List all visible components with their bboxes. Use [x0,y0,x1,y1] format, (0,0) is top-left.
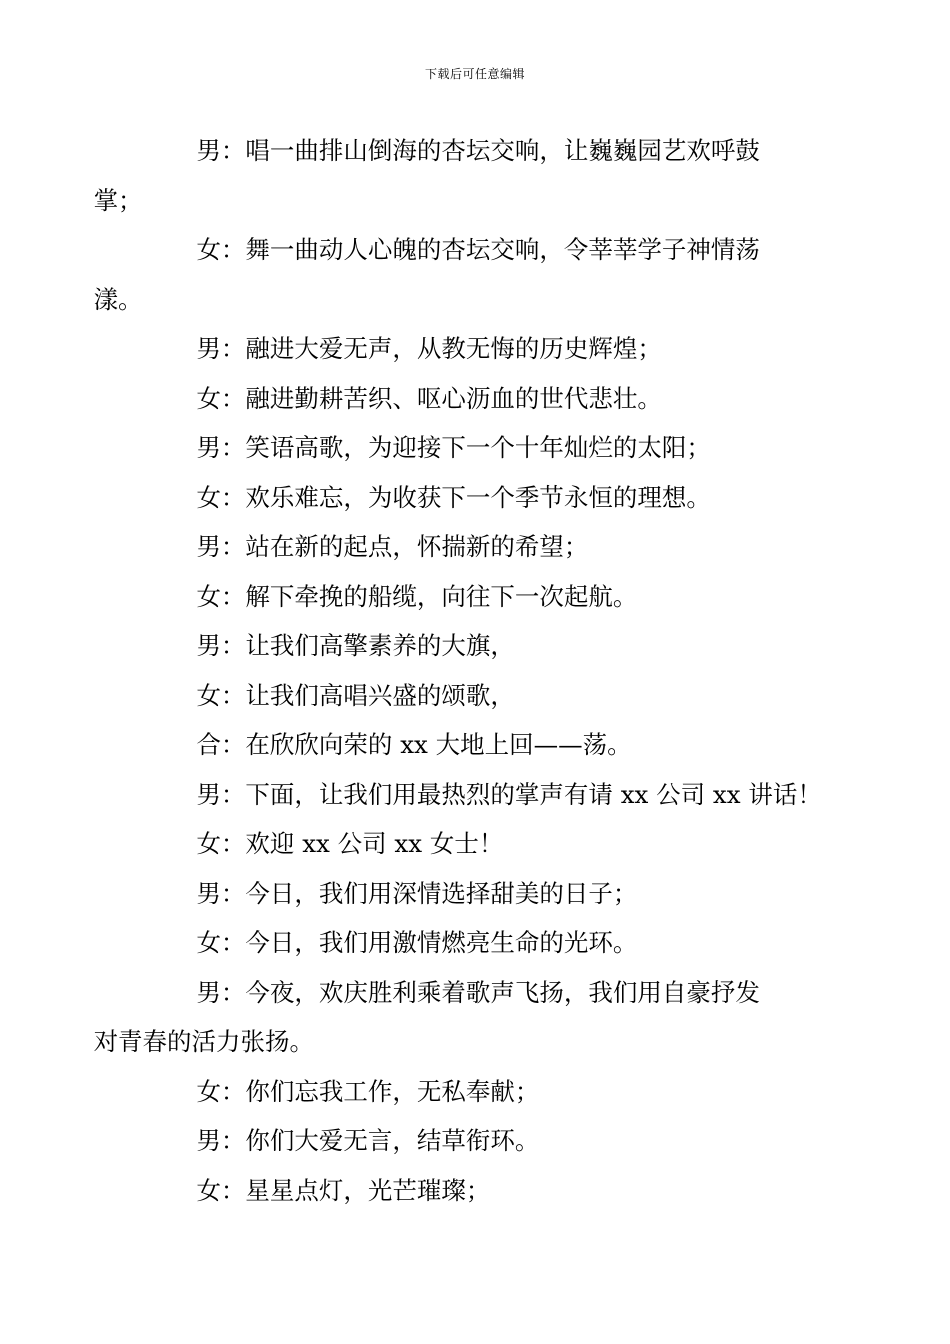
paragraph [145,918,813,968]
paragraph-line: 女：舞一曲动人心魄的杏坛交响，令莘莘学子神情荡 [196,235,760,264]
paragraph [145,423,813,473]
paragraph [145,671,813,721]
paragraph-line: 对青春的活力张扬。 [93,1027,315,1056]
paragraph-line: 女：欢迎 xx 公司 xx 女士！ [196,829,504,858]
paragraph-line: 男：下面，让我们用最热烈的掌声有请 xx 公司 xx 讲话！ [196,779,822,809]
paragraph [145,374,813,424]
document-body [93,126,822,1215]
paragraph-line: 男：让我们高擎素养的大旗， [196,631,515,660]
paragraph-line: 男：你们大爱无言，结草衔环。 [196,1126,540,1155]
paragraph-line: 女：解下牵挽的船缆，向往下一次起航。 [196,581,638,611]
page-header: 下载后可任意编辑 [424,67,525,81]
paragraph [145,621,813,671]
paragraph [145,572,813,622]
paragraph [145,1166,813,1216]
paragraph-line: 男：今日，我们用深情选择甜美的日子； [196,878,638,908]
paragraph [145,473,813,523]
paragraph-line: 男：笑语高歌，为迎接下一个十年灿烂的太阳； [196,433,711,462]
paragraph-line: 女：让我们高唱兴盛的颂歌， [196,680,515,710]
paragraph-line: 男：融进大爱无声，从教无悔的历史辉煌； [196,334,662,363]
paragraph-line: 女：星星点灯，光芒璀璨； [196,1175,491,1205]
paragraph-line: 漾。 [93,284,143,314]
paragraph-line: 掌； [93,185,143,215]
paragraph [145,324,813,374]
paragraph [145,720,813,770]
paragraph [145,819,813,869]
paragraph [93,968,813,1067]
paragraph-line: 男：唱一曲排山倒海的杏坛交响，让巍巍园艺欢呼鼓 [196,136,760,165]
paragraph [145,1116,813,1166]
paragraph-line: 男：站在新的起点，怀揣新的希望； [196,532,589,561]
paragraph-line: 女：今日，我们用激情燃亮生命的光环。 [196,928,638,957]
paragraph [145,1067,813,1117]
paragraph [145,522,813,572]
paragraph-line: 男：今夜，欢庆胜利乘着歌声飞扬，我们用自豪抒发 [196,977,760,1007]
paragraph-line: 女：你们忘我工作，无私奉献； [196,1076,540,1106]
paragraph-line: 女：融进勤耕苦织、呕心沥血的世代悲壮。 [196,383,662,413]
paragraph-line: 合：在欣欣向荣的 xx 大地上回——荡。 [196,730,632,759]
paragraph [145,770,822,820]
paragraph-line: 女：欢乐难忘，为收获下一个季节永恒的理想。 [196,482,711,512]
paragraph [93,225,813,324]
paragraph [145,869,813,919]
paragraph [93,126,813,225]
